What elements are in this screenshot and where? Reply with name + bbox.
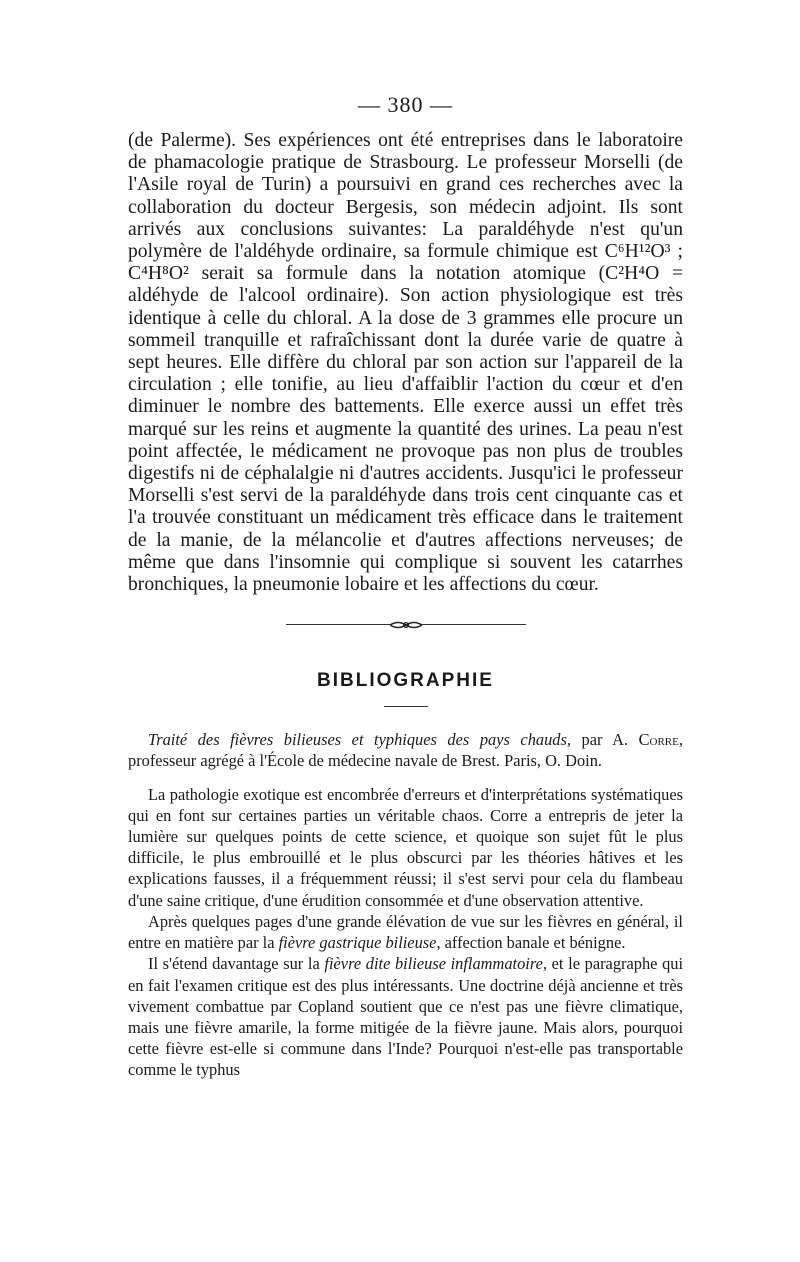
page xyxy=(128,92,683,1081)
review-paragraph-2-end: , affection banale et bénigne. xyxy=(436,933,626,953)
bibliographic-reference xyxy=(128,729,683,771)
ornamental-rule xyxy=(286,618,526,632)
body-paragraph: (de Palerme). Ses expériences ont été entreprises dans le laboratoire de phamacologie pratique de Strasbourg. Le professeur Morselli (de l'Asile royal de Turin) a poursuivi en grand ces recherches avec la collaboration du docteur Bergesis, son médecin adjoint. Ils sont arrivés aux conclusions suivantes: La paraldéhyde n'est qu'un polymère de l'aldéhyde ordinaire, sa formule chimique est C⁶H¹²O³ ; C⁴H⁸O² serait sa formule dans la notation atomique (C²H⁴O = aldéhyde de l'alcool ordinaire). Son action physiologique est très identique à celle du chloral. A la dose de 3 grammes elle procure un sommeil tranquille et rafraîchissant dont la durée varie de quatre à sept heures. Elle diffère du chloral par son action sur l'appareil de la circulation ; elle tonifie, au lieu d'affaiblir l'action du cœur et d'en diminuer le nombre des battements. Elle exerce aussi un effet très marqué sur les reins et augmente la quantité des urines. La peau n'est point affectée, le médicament ne provoque pas non plus de troubles digestifs ni de céphalalgie ni d'autres accidents. Jusqu'ici le professeur Morselli s'est servi de la paraldéhyde dans trois cent cinquante cas et l'a trouvée constituant un médicament très efficace dans le traitement de la manie, de la mélancolie et d'autres affections nerveuses; de même que dans l'insomnie qui complique si souvent les catarrhes bronchiques, la pneumonie lobaire et les affections du cœur. xyxy=(128,130,683,596)
reference-title: Traité des fièvres bilieuses et typhiques des pays chauds, xyxy=(148,730,571,750)
review-paragraph-2-text: Après quelques pages d'une grande élévation de vue sur les fièvres en général, il entre en matière par la xyxy=(128,911,683,953)
ornament-knot-icon xyxy=(390,619,422,631)
ornament-line-right xyxy=(422,624,526,625)
reference-by: par A. xyxy=(570,730,639,750)
section-heading: BIBLIOGRAPHIE xyxy=(317,670,494,692)
review-paragraph-2 xyxy=(128,911,683,953)
ornament-line-left xyxy=(286,624,390,625)
heading-rule xyxy=(384,706,428,707)
review-paragraph-3 xyxy=(128,953,683,1080)
reference-details: , professeur agrégé à l'École de médecine navale de Brest. Paris, O. Doin. xyxy=(128,730,683,771)
review-paragraph-2-italic: fièvre gastrique bilieuse xyxy=(278,933,437,953)
review-paragraph-3-text: Il s'étend davantage sur la xyxy=(148,954,325,974)
page-number: — 380 — xyxy=(358,92,453,117)
reference-author: Corre xyxy=(638,730,679,750)
review-paragraph-1: La pathologie exotique est encombrée d'erreurs et d'interprétations systématiques qui en font sur certaines parties un véritable chaos. Corre a entrepris de jeter la lumière sur quelques points de cette science, et quoique son sujet fût le plus difficile, le plus embrouillé et le plus obscurci par les théories hâtives et les explications fausses, il a fréquemment réussi; il s'est servi pour cela du flambeau d'une saine critique, d'une érudition consommée et d'une observation attentive. xyxy=(128,784,683,910)
review-paragraph-3-end: , et le paragraphe qui en fait l'examen critique est des plus intéressants. Une doctrine déjà ancienne et très vivement combattue par Copland soutient que ce n'est pas une fièvre climatique, mais une fièvre amarile, la forme mitigée de la fièvre jaune. Mais alors, pourquoi cette fièvre est-elle si commune dans l'Inde? Pourquoi n'est-elle pas transportable comme le typhus xyxy=(128,954,684,1080)
bibliography-section xyxy=(128,729,683,1080)
main-text xyxy=(128,130,683,596)
review-paragraph-3-italic: fièvre dite bilieuse inflammatoire xyxy=(324,954,543,974)
